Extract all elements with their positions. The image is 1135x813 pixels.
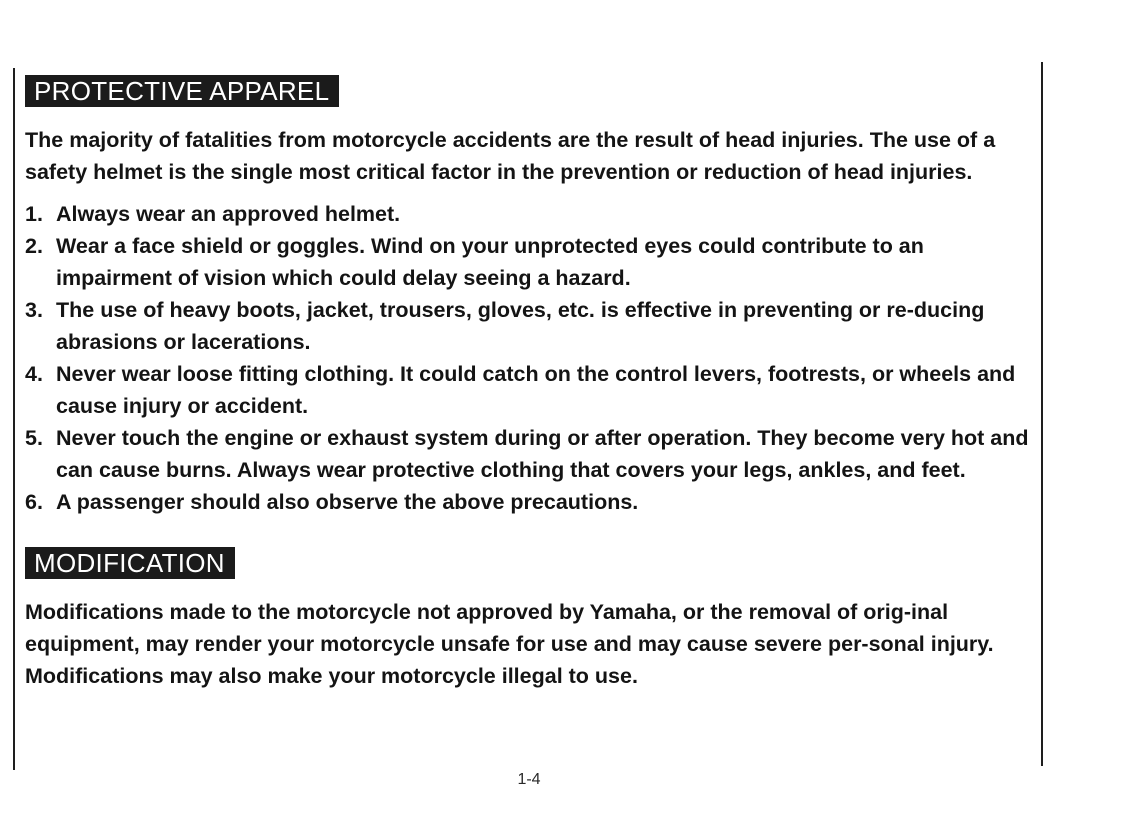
list-item-number: 6. [25,490,43,514]
list-item-number: 1. [25,202,43,226]
right-margin-rule [1041,62,1043,766]
left-margin-rule [13,68,15,770]
list-item [25,358,1035,422]
modification-body: Modifications made to the motorcycle not approved by Yamaha, or the removal of orig-inal equipment, may render your motorcycle unsafe for use and may cause severe per-sonal injury. Modifications may also make your motorcycle illegal to use. [25,600,994,688]
page-content [25,75,1035,692]
protective-apparel-intro: The majority of fatalities from motorcycle accidents are the result of head injuries. The use of a safety helmet is the single most critical factor in the prevention or reduction of head injuries. [25,128,996,184]
page-number: 1-4 [517,771,541,788]
list-item-number: 4. [25,362,43,386]
section-heading-protective-apparel: PROTECTIVE APPAREL [25,75,339,107]
list-item-text: A passenger should also observe the above precautions. [56,490,639,514]
list-item-text: The use of heavy boots, jacket, trousers, gloves, etc. is effective in preventing or re-ducing abrasions or lacerations. [56,298,985,354]
list-item-text: Wear a face shield or goggles. Wind on your unprotected eyes could contribute to an impairment of vision which could delay seeing a hazard. [56,234,924,290]
list-item [25,230,1035,294]
list-item-text: Never wear loose fitting clothing. It could catch on the control levers, footrests, or wheels and cause injury or accident. [56,362,1016,418]
list-item-text: Never touch the engine or exhaust system during or after operation. They become very hot and can cause burns. Always wear protective clothing that covers your legs, ankles, and feet. [56,426,1029,482]
list-item-text: Always wear an approved helmet. [56,202,401,226]
list-item-number: 5. [25,426,43,450]
list-item [25,294,1035,358]
list-item [25,486,1035,518]
list-item-number: 2. [25,234,43,258]
list-item-number: 3. [25,298,43,322]
section-heading-modification: MODIFICATION [25,547,235,579]
list-item [25,422,1035,486]
protective-apparel-list [25,198,1035,518]
list-item [25,198,1035,230]
